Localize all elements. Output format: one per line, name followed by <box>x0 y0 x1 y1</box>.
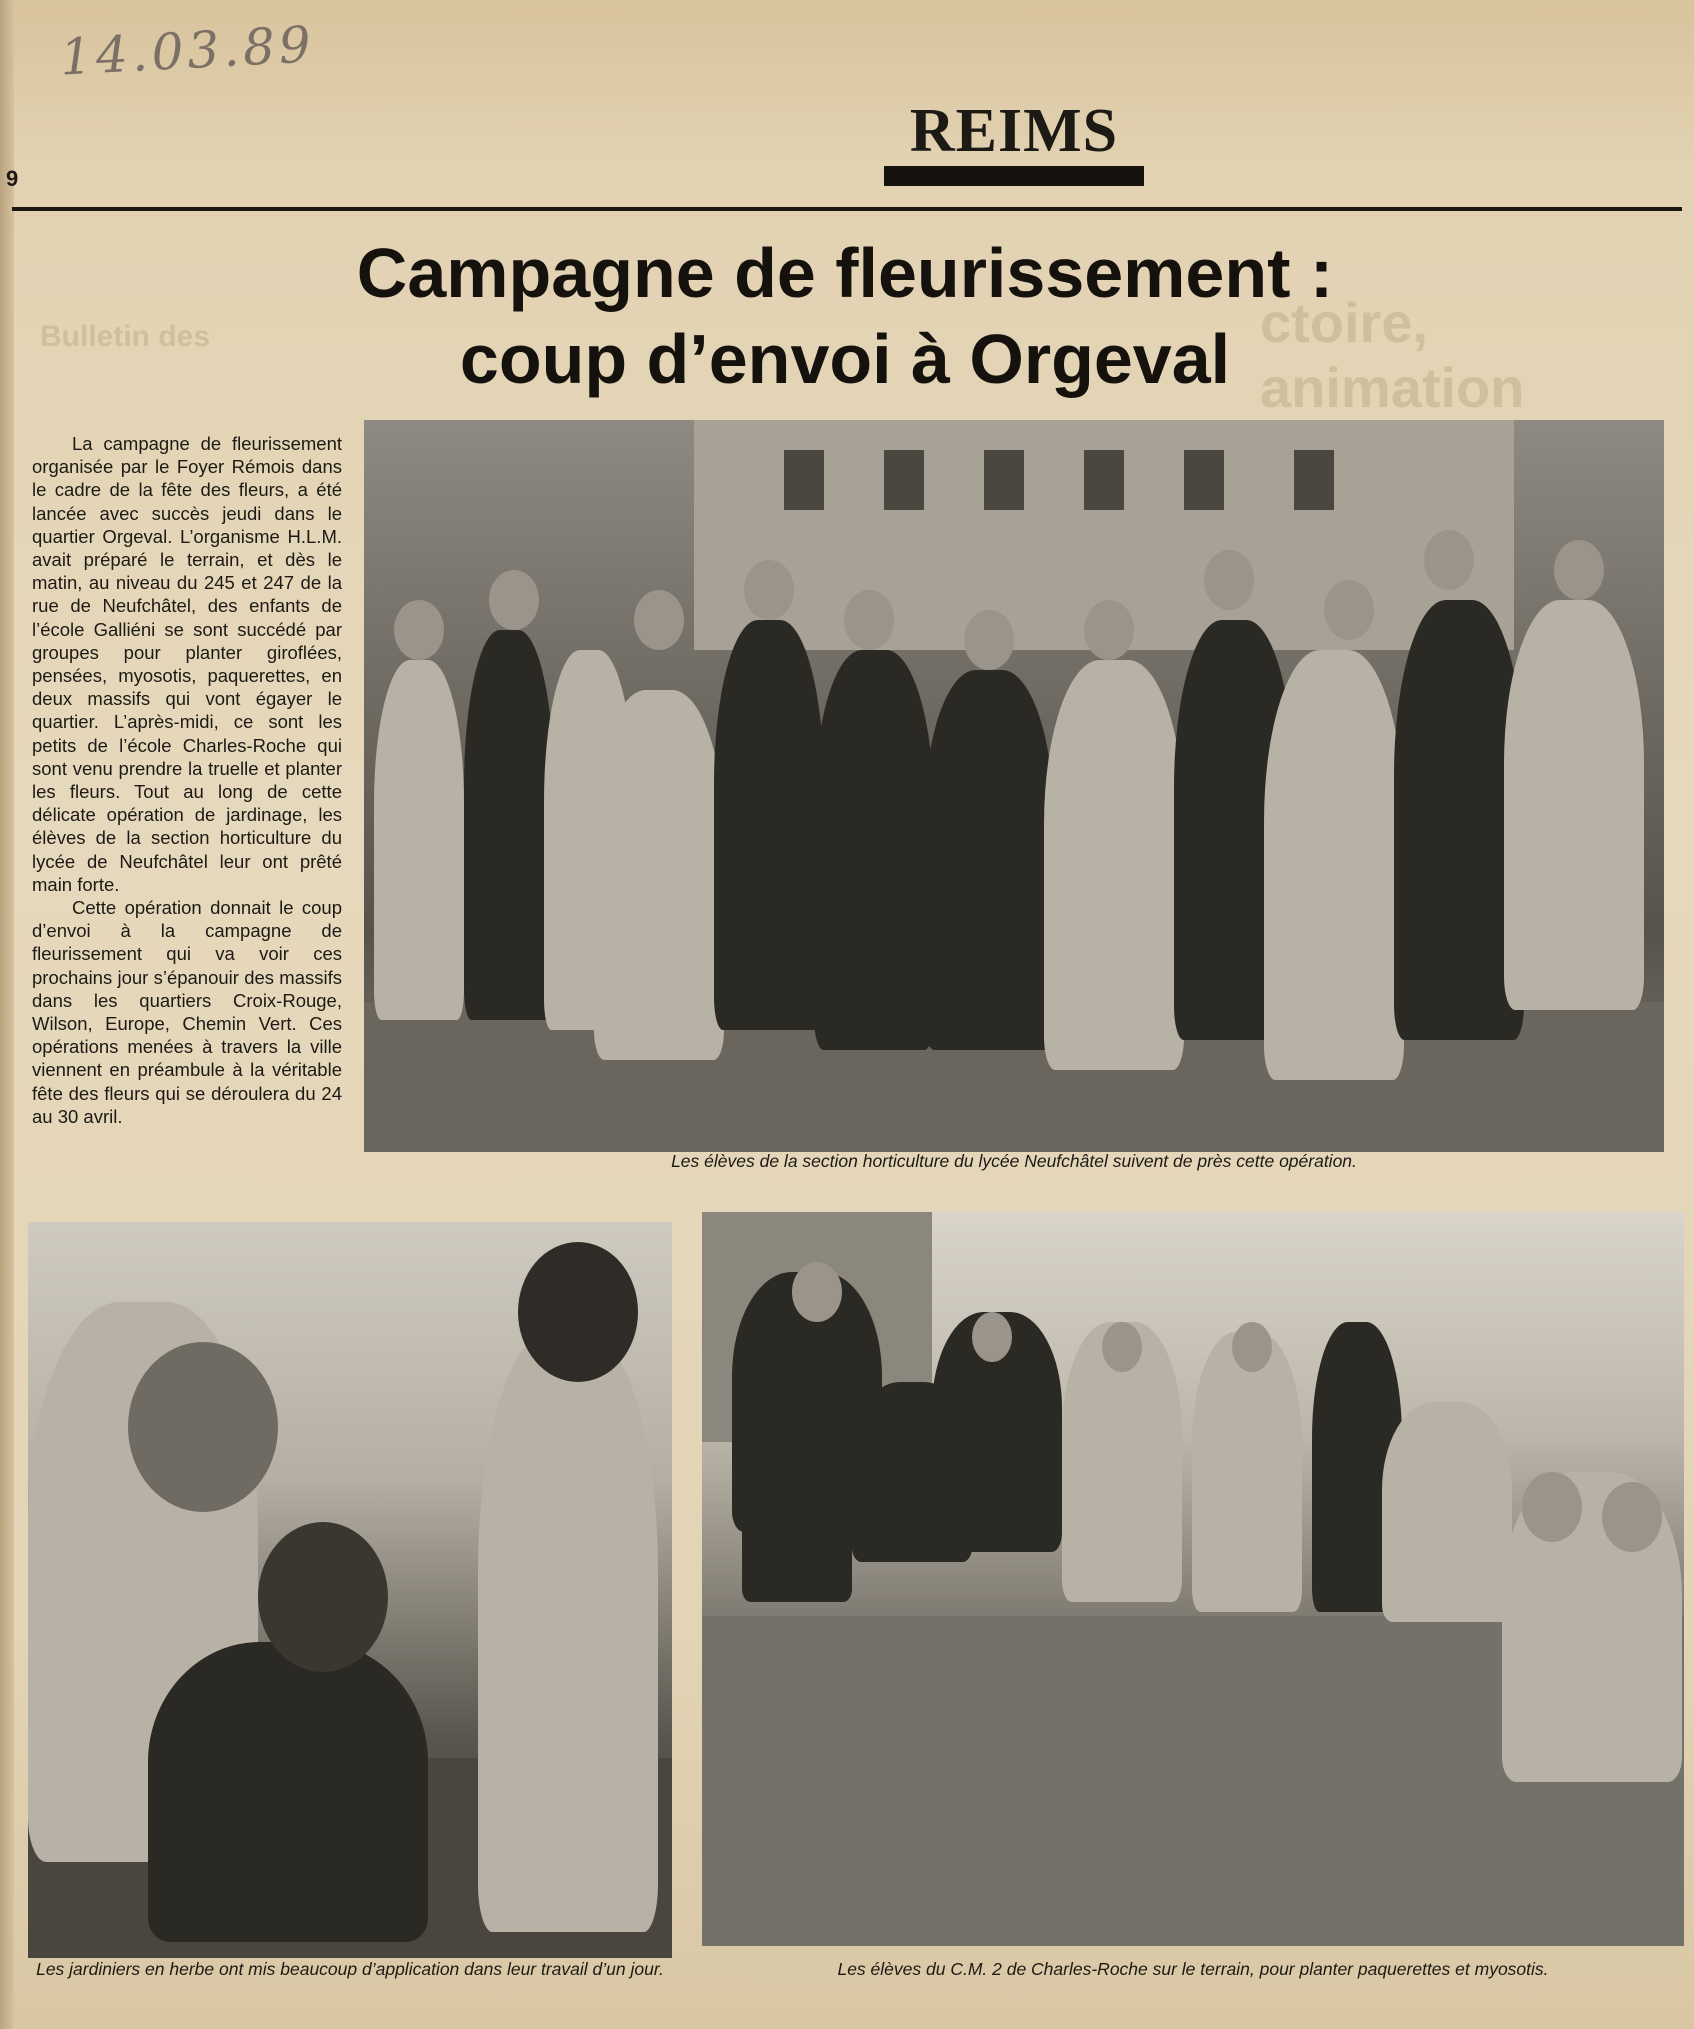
photo-person <box>1504 600 1644 1010</box>
photo-person <box>1044 660 1184 1070</box>
photo-person <box>594 690 724 1060</box>
photo-head <box>518 1242 638 1382</box>
paper-edge <box>0 0 14 2029</box>
photo-young-gardeners <box>28 1222 672 1958</box>
photo-window <box>884 450 924 510</box>
photo-head <box>1204 550 1254 610</box>
photo-head <box>1522 1472 1582 1542</box>
headline <box>270 230 1420 402</box>
photo-window <box>784 450 824 510</box>
photo-head <box>394 600 444 660</box>
photo-person <box>374 660 464 1020</box>
headline-line-1: Campagne de fleurissement : <box>356 234 1334 312</box>
photo-person <box>148 1642 428 1942</box>
photo-window <box>1084 450 1124 510</box>
photo-person <box>714 620 824 1030</box>
photo-head <box>489 570 539 630</box>
top-rule <box>12 207 1682 211</box>
photo-class-planting <box>702 1212 1684 1946</box>
bleed-through-headline: ctoire, animation <box>1260 291 1525 419</box>
photo-head <box>1424 530 1474 590</box>
photo-students-group <box>364 420 1664 1152</box>
photo-person <box>478 1332 658 1932</box>
photo-person <box>1192 1332 1302 1612</box>
photo-head <box>1084 600 1134 660</box>
photo-window <box>1184 450 1224 510</box>
photo-head <box>634 590 684 650</box>
photo-head <box>128 1342 278 1512</box>
photo-person <box>924 670 1054 1050</box>
photo-person <box>464 630 554 1020</box>
photo-head <box>964 610 1014 670</box>
photo-head <box>1324 580 1374 640</box>
photo-person <box>814 650 934 1050</box>
photo-head <box>792 1262 842 1322</box>
caption-top-photo: Les élèves de la section horticulture du lycée Neufchâtel suivent de près cette opération. <box>671 1151 1357 1171</box>
photo-person <box>742 1442 852 1602</box>
caption-bottom-left-photo: Les jardiniers en herbe ont mis beaucoup d’application dans leur travail d’un jour. <box>36 1959 664 1979</box>
photo-head <box>1554 540 1604 600</box>
page-number: 9 <box>6 166 19 191</box>
photo-window <box>1294 450 1334 510</box>
article-body <box>32 432 342 1128</box>
photo-person <box>1264 650 1404 1080</box>
bleed-through-subhead: Bulletin des <box>40 320 211 353</box>
photo-head <box>258 1522 388 1672</box>
headline-line-2: coup d’envoi à Orgeval <box>459 320 1231 398</box>
photo-head <box>1232 1322 1272 1372</box>
photo-head <box>1602 1482 1662 1552</box>
photo-person <box>1382 1402 1512 1622</box>
photo-window <box>984 450 1024 510</box>
section-title: REIMS <box>909 97 1119 165</box>
photo-head <box>844 590 894 650</box>
article-paragraph-2: Cette opération donnait le coup d’envoi à la campagne de fleurissement qui va voir ces prochains jour s’épanouir des massifs dans les quartiers Croix-Rouge, Wilson, Europe, Chemin Vert. Ces opérations menées à travers la ville viennent en préambule à la véritable fête des fleurs qui se déroulera du 24 au 30 avril. <box>32 897 342 1127</box>
handwritten-date: 14.03.89 <box>58 15 316 87</box>
caption-bottom-right-photo: Les élèves du C.M. 2 de Charles-Roche sur le terrain, pour planter paquerettes et myosotis. <box>837 1959 1549 1979</box>
section-underline <box>884 166 1144 186</box>
article-paragraph-1: La campagne de fleurissement organisée par le Foyer Rémois dans le cadre de la fête des fleurs, a été lancée avec succès jeudi dans le quartier Orgeval. L’organisme H.L.M. avait préparé le terrain, et dès le matin, au niveau du 245 et 247 de la rue de Neufchâtel, des enfants de l’école Galliéni se sont succédé par groupes pour planter giroflées, pensées, myosotis, paquerettes, en deux massifs qui vont égayer le quartier. L’après-midi, ce sont les petits de l’école Charles-Roche qui sont venu prendre la truelle et planter les fleurs. Tout au long de cette délicate opération de jardinage, les élèves de la section horticulture du lycée de Neufchâtel leur ont prêté main forte. <box>32 433 342 895</box>
photo-head <box>744 560 794 620</box>
photo-head <box>1102 1322 1142 1372</box>
photo-head <box>972 1312 1012 1362</box>
